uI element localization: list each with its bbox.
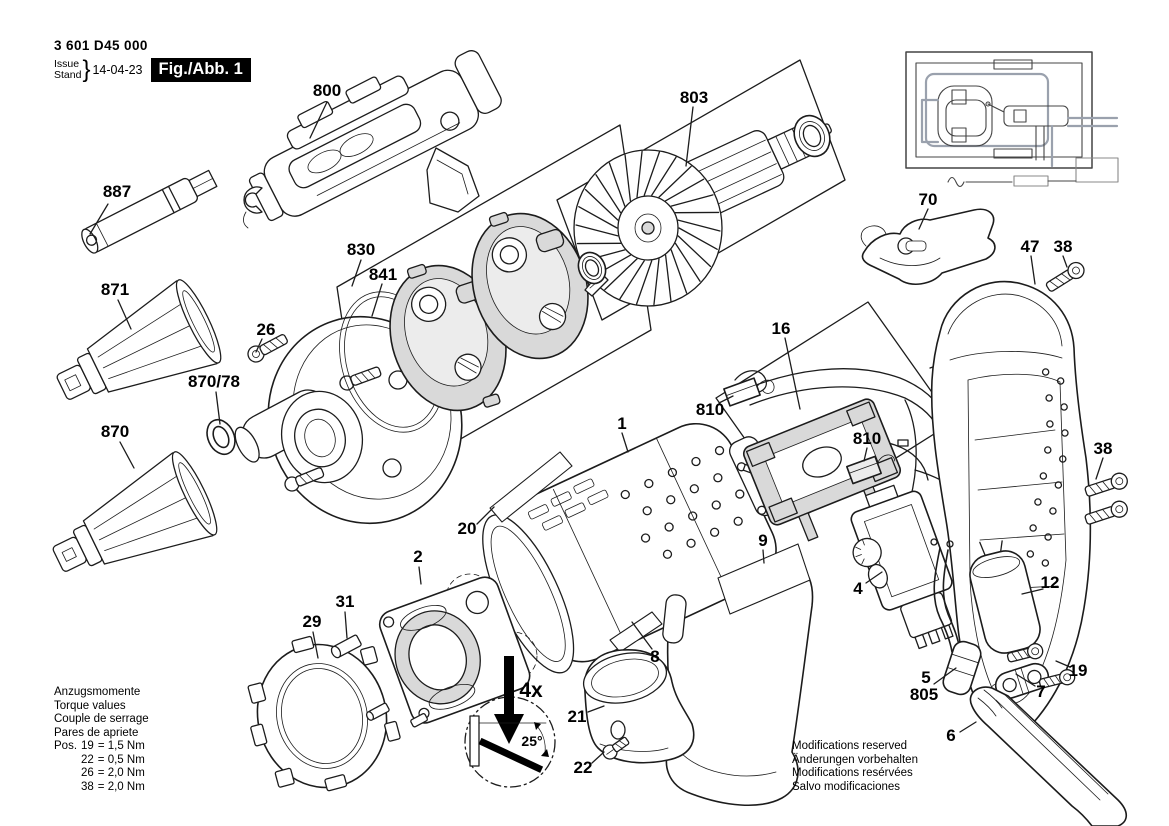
modifications-line: Modifications reserved <box>792 740 908 752</box>
modifications-note <box>792 740 918 794</box>
title-block <box>54 38 251 84</box>
callout-871: 871 <box>100 280 130 299</box>
callout-38-top: 38 <box>1053 237 1073 256</box>
modifications-line: Änderungen vorbehalten <box>792 753 918 766</box>
figure-label: Fig./Abb. 1 <box>151 58 251 82</box>
torque-entry: 22 = 0,5 Nm <box>81 753 145 766</box>
part-871-sleeve <box>42 276 228 430</box>
torque-entry: 38 = 2,0 Nm <box>81 780 145 793</box>
issue-label: Issue <box>54 58 80 70</box>
callout-8: 8 <box>650 647 660 666</box>
annotation-angle: 25° <box>521 733 543 749</box>
screw-38-top <box>1044 259 1087 294</box>
callout-830: 830 <box>346 240 376 259</box>
callout-6: 6 <box>946 726 956 745</box>
callout-4: 4 <box>853 579 863 598</box>
issue-date: 14-04-23 <box>92 63 143 77</box>
callout-5: 5 <box>921 668 931 687</box>
torque-entry: 26 = 2,0 Nm <box>81 767 145 779</box>
callout-810-right: 810 <box>852 429 882 448</box>
torque-note <box>54 686 149 794</box>
callout-21: 21 <box>567 707 587 726</box>
callout-26: 26 <box>256 320 276 339</box>
callout-810-left: 810 <box>695 400 725 419</box>
callout-16: 16 <box>771 319 791 338</box>
torque-line: Anzugsmomente <box>54 686 141 698</box>
motor-symbol <box>938 86 992 146</box>
torque-line: Couple de serrage <box>54 713 149 725</box>
callout-887: 887 <box>102 182 132 201</box>
callout-800: 800 <box>312 81 342 100</box>
modifications-line: Modifications resérvées <box>792 767 913 779</box>
part-70-cover-plate <box>861 209 995 284</box>
torque-line: Torque values <box>54 699 126 712</box>
screw-38-right-1 <box>1084 471 1130 500</box>
switch-symbol <box>986 102 1068 126</box>
stand-label: Stand <box>54 69 82 81</box>
callout-31: 31 <box>335 592 355 611</box>
type-number: 3 601 D45 000 <box>54 38 148 53</box>
part-887-bit-holder <box>79 167 219 256</box>
callout-38-right: 38 <box>1093 439 1113 458</box>
callout-841: 841 <box>368 265 398 284</box>
brace-glyph: } <box>82 56 91 83</box>
part-870-sleeve <box>38 448 224 602</box>
callout-803: 803 <box>679 88 709 107</box>
part-6-strain-relief <box>970 687 1126 826</box>
callout-47: 47 <box>1020 237 1040 256</box>
part-800-nosepiece <box>233 30 507 229</box>
torque-entry: Pos. 19 = 1,5 Nm <box>54 740 145 752</box>
callout-12: 12 <box>1040 573 1060 592</box>
wiring-schematic-inset <box>906 52 1118 187</box>
callout-29: 29 <box>302 612 322 631</box>
callout-7: 7 <box>1036 682 1046 701</box>
callout-22: 22 <box>573 758 593 777</box>
callout-70: 70 <box>918 190 938 209</box>
part-870-78-o-ring <box>202 415 240 458</box>
callout-805: 805 <box>909 685 939 704</box>
callout-870: 870 <box>100 422 130 441</box>
callout-2: 2 <box>413 547 423 566</box>
callout-19: 19 <box>1068 661 1088 680</box>
callout-20: 20 <box>457 519 477 538</box>
cord-symbol <box>948 176 1076 187</box>
callout-870-78: 870/78 <box>188 372 240 391</box>
callout-1: 1 <box>617 414 627 433</box>
modifications-line: Salvo modificaciones <box>792 780 901 793</box>
torque-line: Pares de apriete <box>54 726 139 739</box>
callout-9: 9 <box>758 531 768 550</box>
issue-stand-labels <box>54 59 81 81</box>
annotation-4x: 4x <box>519 679 543 702</box>
part-810-module-left <box>724 372 776 407</box>
